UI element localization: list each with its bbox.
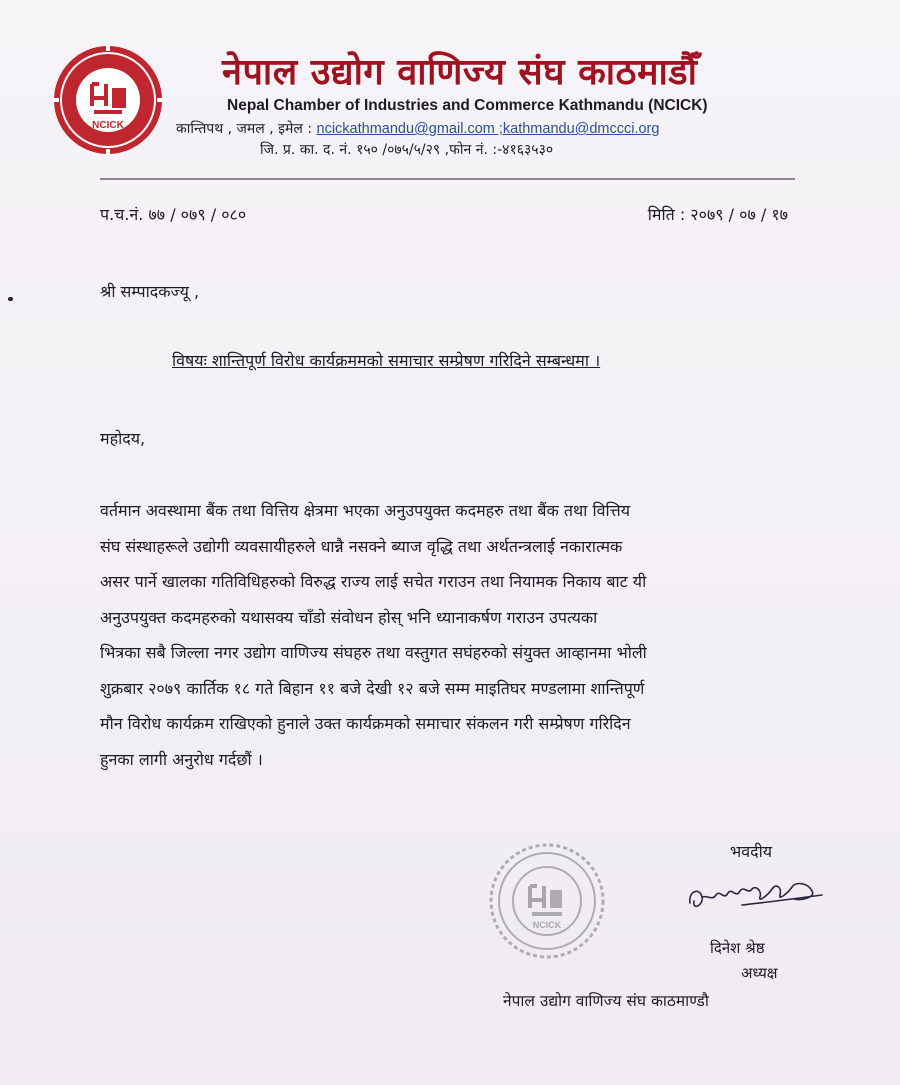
letter-subject: विषयः शान्तिपूर्ण विरोध कार्यक्रममको समाचार सम्प्रेषण गरिदिने सम्बन्धमा । [172,351,601,370]
letter-body [100,493,790,777]
addressee: श्री सम्पादकज्यू , [100,282,200,301]
organization-title-english: Nepal Chamber of Industries and Commerce Kathmandu (NCICK) [227,97,708,114]
body-line: अनुउपयुक्त कदमहरुको यथासक्य चाँडो संवोधन होस् भनि ध्यानाकर्षण गराउन उपत्यका [100,607,598,627]
reference-number: प.च.नं. ७७ / ०७९ / ०८० [100,205,247,224]
svg-text:NCICK: NCICK [92,120,124,131]
body-line: असर पार्ने खालका गतिविधिहरुको विरुद्ध राज्य लाई सचेत गराउन तथा नियामक निकाय बाट यी [100,572,647,591]
signer-title: अध्यक्ष [741,964,778,982]
body-line: मौन विरोध कार्यक्रम राखिएको हुनाले उक्त कार्यक्रमको समाचार संकलन गरी सम्प्रेषण गरिदिन [100,714,631,733]
closing: भवदीय [730,842,773,861]
organization-title: नेपाल उद्योग वाणिज्य संघ काठमाडौँ [222,52,698,93]
signature-icon [682,865,832,925]
official-stamp-icon [488,842,606,960]
contact-line [176,119,659,138]
body-line: वर्तमान अवस्थामा बैंक तथा वित्तिय क्षेत्रमा भएका अनुउपयुक्त कदमहरु तथा बैंक तथा वित्तिय [100,501,630,520]
signer-name: दिनेश श्रेष्ठ [710,939,765,957]
body-line: हुनका लागी अनुरोध गर्दछौं । [100,749,263,769]
email-link[interactable]: ncickathmandu@gmail.com ;kathmandu@dmccci.org [316,121,660,137]
signer-organization: नेपाल उद्योग वाणिज्य संघ काठमाण्डौ [503,992,709,1010]
body-line: शुक्रबार २०७९ कार्तिक १८ गते बिहान ११ बजे देखी १२ बजे सम्म माइतिघर मण्डलामा शान्तिपूर्ण [100,678,645,698]
salutation: महोदय, [100,429,146,448]
registration-line: जि. प्र. का. द. नं. १५० /०७५/५/२९ ,फोन नं. :-४१६३५३० [260,142,554,158]
letter-date: मिति : २०७९ / ०७ / १७ [647,205,788,224]
margin-mark [8,297,13,301]
body-line: भित्रका सबै जिल्ला नगर उद्योग वाणिज्य संघहरु तथा वस्तुगत सघंहरुको संयुक्त आव्हानमा भोली [100,643,647,662]
svg-text:NCICK: NCICK [532,920,562,930]
address-text: कान्तिपथ , जमल , इमेल : [176,121,317,137]
body-line: संघ संस्थाहरूले उद्योगी व्यवसायीहरुले धान्नै नसक्ने ब्याज वृद्धि तथा अर्थतन्त्रलाई नकारात्मक [100,536,623,556]
ncick-logo-icon [52,44,164,156]
header-divider [100,178,795,180]
